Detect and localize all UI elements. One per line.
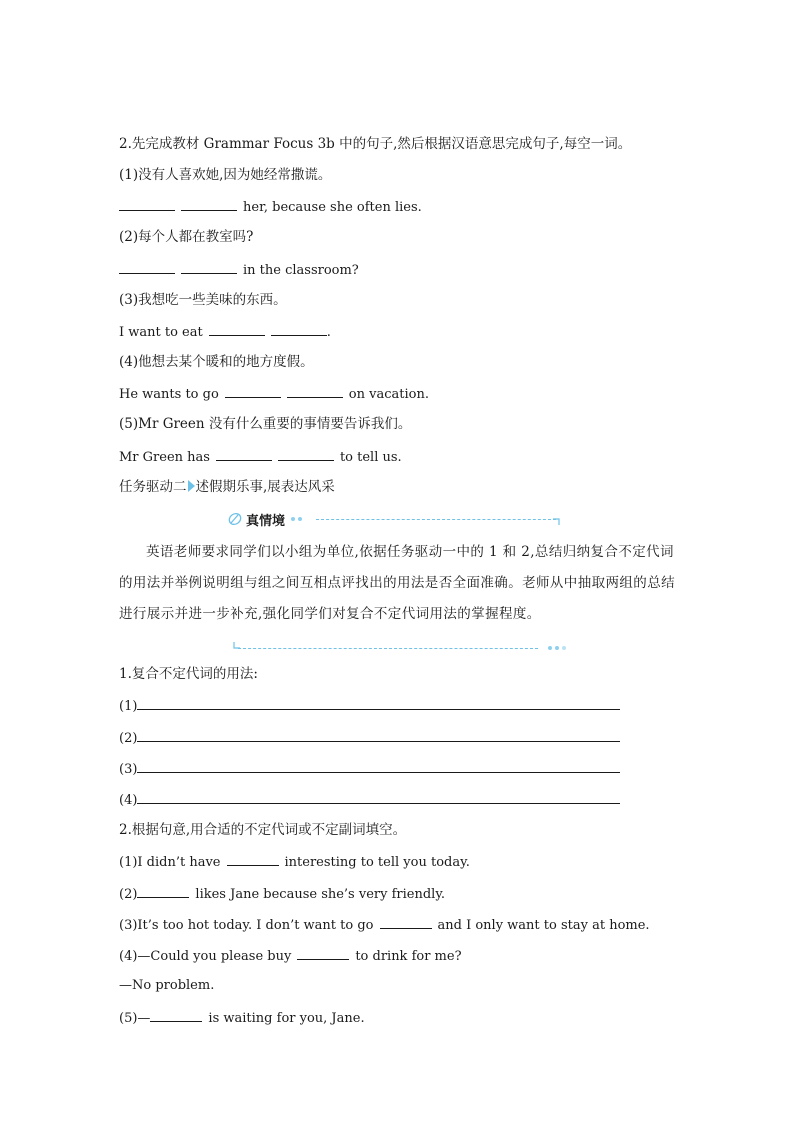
item-c1-post: interesting to tell you today. [284,855,470,870]
item-c4 [119,946,462,966]
item-a5-text-post: to tell us. [339,450,402,465]
usage-number: (3) [119,762,138,777]
item-c4-reply-text: —No problem. [119,978,215,993]
usage-line-2 [119,728,620,748]
pencil-icon [228,512,242,526]
usage-line-3 [119,759,620,779]
item-a4-text-post: on vacation. [348,387,429,402]
item-c2-post: likes Jane because she’s very friendly. [195,887,446,902]
item-a4-text-pre: He wants to go [119,387,219,402]
scene-top-divider [316,519,556,520]
section-b-title: 1.复合不定代词的用法: [119,666,258,682]
item-c2 [119,884,445,904]
item-a2-text: in the classroom? [243,263,359,278]
item-a1-chinese: (1)没有人喜欢她,因为她经常撒谎。 [119,167,332,183]
item-a2-chinese: (2)每个人都在教室吗? [119,229,254,245]
divider-corner-icon [553,517,561,525]
answer-blank[interactable] [216,447,272,461]
usage-line-1 [119,696,620,716]
answer-blank[interactable] [271,322,327,336]
item-c3 [119,915,650,935]
decor-dots [291,517,302,521]
section-a-instruction: 2.先完成教材 Grammar Focus 3b 中的句子,然后根据汉语意思完成句子,每空一词。 [119,136,632,152]
item-c1 [119,852,470,872]
item-c5-pre: (5)— [119,1011,151,1026]
item-c3-pre: (3)It’s too hot today. I don’t want to go [119,918,374,933]
usage-answer-line[interactable] [137,790,620,804]
item-a3-english [119,322,331,342]
answer-blank[interactable] [297,946,349,960]
item-a1-text: her, because she often lies. [243,200,422,215]
item-a4-english [119,384,429,404]
item-a5-chinese: (5)Mr Green 没有什么重要的事情要告诉我们。 [119,416,412,432]
item-a3-text-pre: I want to eat [119,325,203,340]
item-a3-text-post: . [326,325,331,340]
item-c4-pre: (4)—Could you please buy [119,949,292,964]
item-a1-english [119,197,422,217]
section-c-title: 2.根据句意,用合适的不定代词或不定副词填空。 [119,822,407,838]
answer-blank[interactable] [181,197,237,211]
usage-answer-line[interactable] [137,759,620,773]
scene-label: 真情境 [246,513,286,529]
scene-title [228,509,302,529]
answer-blank[interactable] [209,322,265,336]
item-c4-reply [119,977,214,995]
usage-answer-line[interactable] [137,696,620,710]
usage-line-4 [119,790,620,810]
item-a5-text-pre: Mr Green has [119,450,210,465]
answer-blank[interactable] [181,260,237,274]
answer-blank[interactable] [380,915,432,929]
task-heading-right: 述假期乐事,展表达风采 [195,479,335,495]
item-a3-chinese: (3)我想吃一些美味的东西。 [119,292,287,308]
item-c1-pre: (1)I didn’t have [119,855,221,870]
answer-blank[interactable] [137,884,189,898]
usage-number: (2) [119,731,138,746]
answer-blank[interactable] [119,260,175,274]
scene-bottom-divider [238,648,538,649]
usage-number: (1) [119,699,138,714]
item-a5-english [119,447,402,467]
item-c2-pre: (2) [119,887,138,902]
answer-blank[interactable] [278,447,334,461]
decor-dots [548,646,566,650]
usage-answer-line[interactable] [137,728,620,742]
item-c4-post: to drink for me? [355,949,462,964]
usage-number: (4) [119,793,138,808]
task-heading [119,478,335,496]
item-a4-chinese: (4)他想去某个暖和的地方度假。 [119,354,314,370]
answer-blank[interactable] [150,1008,202,1022]
task-heading-left: 任务驱动二 [119,479,187,495]
item-c5-post: is waiting for you, Jane. [208,1011,365,1026]
item-a2-english [119,260,359,280]
item-c5 [119,1008,365,1028]
item-c3-post: and I only want to stay at home. [437,918,650,933]
chevron-right-icon [188,480,195,492]
answer-blank[interactable] [287,384,343,398]
answer-blank[interactable] [225,384,281,398]
answer-blank[interactable] [227,852,279,866]
scene-paragraph: 英语老师要求同学们以小组为单位,依据任务驱动一中的 1 和 2,总结归纳复合不定代词的用法并举例说明组与组之间互相点评找出的用法是否全面准确。老师从中抽取两组的总结进行展示并进一步补充,强化同学们对复合不定代词用法的掌握程度。 [119,544,675,622]
answer-blank[interactable] [119,197,175,211]
